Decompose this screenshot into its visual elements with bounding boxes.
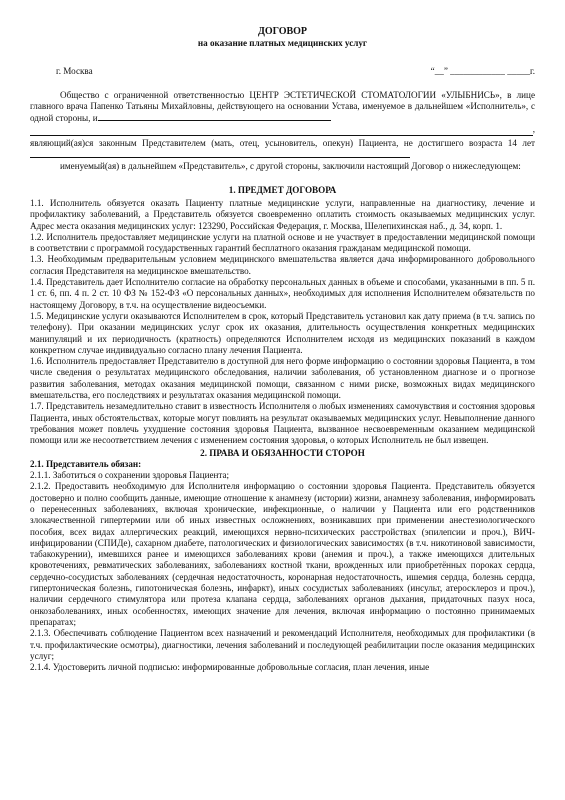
clause-1-3: 1.3. Необходимым предварительным условием медицинского вмешательства является дача информированного добровольного согласия Представителя на медицинское вмешательство. xyxy=(30,254,535,276)
comma: , xyxy=(532,124,535,135)
intro-blank-row xyxy=(30,124,535,135)
intro-parties: Общество с ограниченной ответственностью ЦЕНТР ЭСТЕТИЧЕСКОЙ СТОМАТОЛОГИИ «УЛЫБНИСЬ», в лице главного врача Папенко Татьяны Михайловны, действующего на основании Устава, именуемое в дальнейшем «Исполнитель», с одной стороны, и xyxy=(30,89,535,124)
intro-named: именуемый(ая) в дальнейшем «Представитель», с другой стороны, заключили настоящий Договор о нижеследующем: xyxy=(60,161,521,172)
section-heading-2: 2. ПРАВА И ОБЯЗАННОСТИ СТОРОН xyxy=(200,447,365,458)
subsection-2-1: 2.1. Представитель обязан: xyxy=(30,458,142,469)
city: г. Москва xyxy=(56,66,93,77)
blank-line xyxy=(98,112,331,121)
clause-2-1-4: 2.1.4. Удостоверить личной подписью: информированные добровольные согласия, план лечения, иные xyxy=(30,662,430,673)
document-subtitle: на оказание платных медицинских услуг xyxy=(197,38,368,48)
blank-line xyxy=(30,126,533,136)
clause-1-6: 1.6. Исполнитель предоставляет Представителю в доступной для него форме информацию о состоянии здоровья Пациента, в том числе сведения о результатах медицинского обследования, наличии заболевания, об установленном диагнозе и о прогнозе развития заболевания, методах оказания медицинской помощи, связанном с ними риске, возможных видах медицинского вмешательства, его последствиях и результатах оказания медицинской помощи. xyxy=(30,356,535,401)
clause-1-1: 1.1. Исполнитель обязуется оказать Пациенту платные медицинские услуги, направленные на диагностику, лечение и профилактику заболеваний, а Представитель обязуется своевременно оплатить стоимость оказываемых медицинских услуг. Адрес места оказания медицинских услуг: 123290, Российская Федерация, г. Москва, Шелепихинская наб., д. 34, корп. 1. xyxy=(30,197,535,231)
clause-2-1-1: 2.1.1. Заботиться о сохранении здоровья Пациента; xyxy=(30,470,230,481)
document-title: ДОГОВОР xyxy=(257,26,308,37)
clause-1-2: 1.2. Исполнитель предоставляет медицинские услуги на платной основе и не участвует в предоставлении медицинской помощи в соответствии с программой государственных гарантий бесплатного оказания гражданам медицинской помощи. xyxy=(30,231,535,254)
place-date-row xyxy=(30,66,535,77)
clause-2-1-3: 2.1.3. Обеспечивать соблюдение Пациентом всех назначений и рекомендаций Исполнителя, необходимых для профилактики (в т.ч. профилактические осмотры), диагностики, лечения заболеваний и последующей реабилитации после оказания медицинских услуг; xyxy=(30,628,535,661)
contract-date: “__” ____________ _____г. xyxy=(430,66,535,77)
clause-1-4: 1.4. Представитель дает Исполнителю согласие на обработку персональных данных в объеме и способами, указанными в пп. 5 п. 1 ст. 6, пп. 4 п. 2 ст. 10 ФЗ № 152-ФЗ «О персональных данных», необходимых для исполнения Исполнителем обязательств по настоящему Договору, в т.ч. на осуществление видеосъемки. xyxy=(30,277,535,310)
clause-2-1-2: 2.1.2. Предоставить необходимую для Исполнителя информацию о состоянии здоровья Пациента. Представитель обязуется достоверно и полно сообщить данные, имеющие отношение к анамнезу (истории) жизни, анамнезу заболевания, информировать о перенесенных заболеваниях, включая хронические, инфекционные, о наличии у Пациента или его родственников злокачественной гипертермии или об иных известных осложнениях, возникавших при применении анестезиологического пособия, всех видах аллергических реакций, имеющихся нервно-психических расстройствах (эпилепсии и проч.), ВИЧ-инфицировании (СПИДе), сахарном диабете, патологических и физиологических зависимостях (в т.ч. никотиновой зависимости, табакокурении), имевшихся ранее и имеющихся заболеваниях крови (анемия и проч.), а также имеющихся длительных кровотечениях, ревматических заболеваниях, заболеваниях костной ткани, врожденных или приобретённых пороках сердца, сердечно-сосудистых заболеваниях (сердечная недостаточность, коронарная недостаточность, ишемия сердца, болезнь сердца, гипертоническая болезнь, гипотоническая болезнь, инфаркт), иных сосудистых заболеваниях (инсульт, атеросклероз и проч.), наличии сердечного стимулятора или протеза клапана сердца, заболеваниях органов дыхания, придаточных пазух носа, онкозаболеваниях, иных особенностях, имеющих значение для лечения, включая информацию о постоянно принимаемых препаратах; xyxy=(30,481,535,627)
intro-representative: являющий(ая)ся законным Представителем (мать, отец, усыновитель, опекун) Пациента, не достигшего возраста 14 лет xyxy=(30,138,535,162)
blank-line xyxy=(30,149,410,158)
section-heading-1: 1. ПРЕДМЕТ ДОГОВОРА xyxy=(228,184,337,195)
clause-1-7: 1.7. Представитель незамедлительно ставит в известность Исполнителя о любых изменениях самочувствия и состояния здоровья Пациента, иных обстоятельствах, которые могут повлиять на результат оказываемых медицинских услуг. Невыполнение данного требования может повлечь ухудшение состояния здоровья Пациента, вызванное несвоевременным оказанием медицинской помощи или же несоответствием лечения с изменением состояния здоровья, о которых Исполнитель не был извещен. xyxy=(30,401,535,446)
clause-1-5: 1.5. Медицинские услуги оказываются Исполнителем в срок, который Представитель установил как дату приема (в т.ч. запись по телефону). При оказании медицинских услуг срок их оказания, длительность осуществления конкретных медицинских манипуляций и их периодичность (кратность) определяются Исполнителем исходя из медицинских показаний в каждом конкретном случае индивидуально согласно плану лечения Пациента. xyxy=(30,310,535,355)
